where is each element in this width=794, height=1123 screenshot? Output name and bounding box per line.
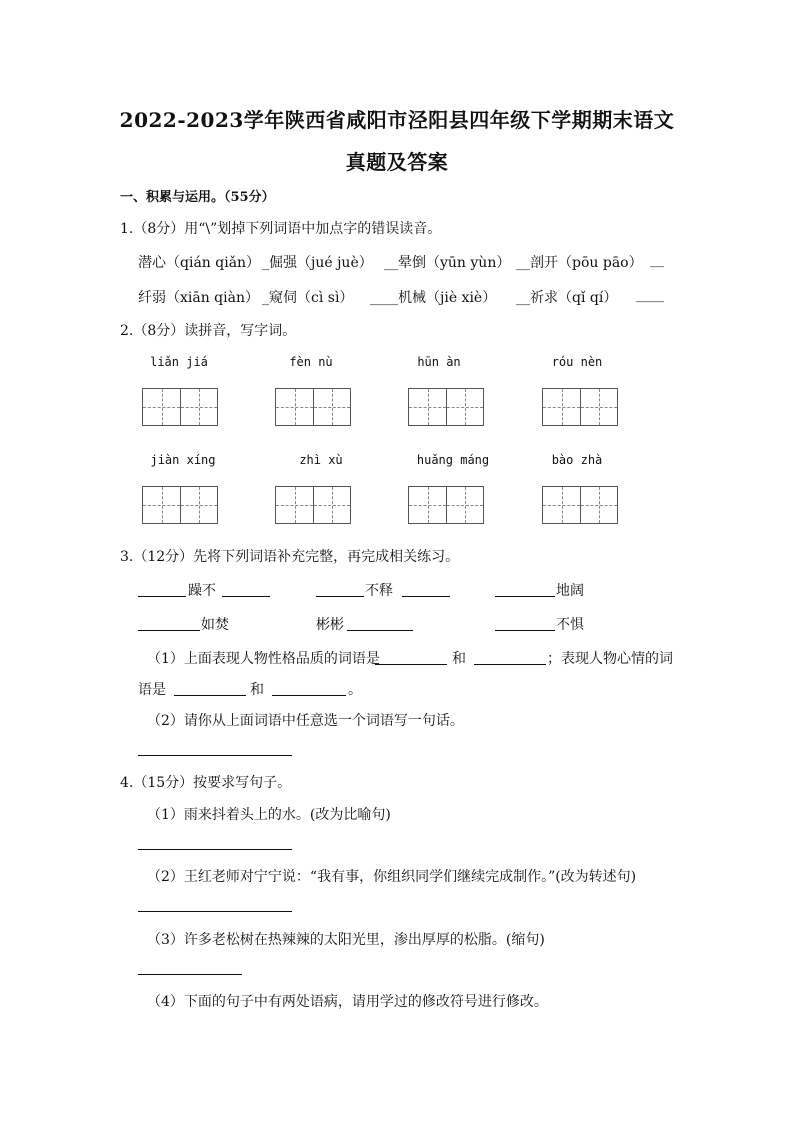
fill-blank[interactable] [272,695,346,696]
fill-blank[interactable] [474,664,546,665]
writing-grid[interactable] [542,388,618,426]
idiom-fragment: 不释 [365,583,393,599]
fill-blank[interactable] [174,695,246,696]
q3-sub1: （1）上面表现人物性格品质的词语是 [147,651,380,667]
answer-line[interactable] [138,911,292,912]
pinyin-label: zhì xù [299,453,343,467]
q3-sub1-cont: ；表现人物心情的词 [547,651,673,667]
q3-and: 和 [250,682,264,698]
q3-period: 。 [348,682,362,698]
writing-grid[interactable] [275,486,351,524]
pinyin-label: jiàn xíng [150,453,216,467]
q4-sub1: （1）雨来抖着头上的水。(改为比喻句) [147,807,391,823]
fill-blank[interactable] [222,596,270,597]
fill-blank[interactable] [138,596,186,597]
q1-item: 潜心（qián qiǎn） [138,255,261,271]
q1-item: _窥伺（cì sì） [262,290,354,306]
writing-grid[interactable] [542,486,618,524]
idiom-fragment: 地阔 [556,583,584,599]
pinyin-label: hūn àn [417,355,461,369]
pinyin-label: bào zhà [551,453,603,467]
section-heading: 一、积累与运用。（55分） [120,190,275,205]
q1-item: 纤弱（xiān qiàn） [138,290,259,306]
q4-sub3: （3）许多老松树在热辣辣的太阳光里，渗出厚厚的松脂。(缩句) [147,932,545,948]
writing-grid[interactable] [408,388,484,426]
q3-sub1-cont2: 语是 [138,682,166,698]
q1-item: __晕倒（yūn yùn） [384,255,511,271]
pinyin-label: huǎng máng [416,453,490,467]
q2-label: 2.（8分）读拼音，写字词。 [120,323,297,339]
writing-grid[interactable] [275,388,351,426]
writing-grid[interactable] [408,486,484,524]
idiom-fragment: 躁不 [188,583,216,599]
paper-title-line1: 2022-2023学年陕西省咸阳市泾阳县四年级下学期期末语文 [119,108,675,132]
q3-sub2: （2）请你从上面词语中任意选一个词语写一句话。 [147,713,464,729]
idiom-fragment: 彬彬 [316,617,344,633]
answer-line[interactable] [138,974,242,975]
answer-line[interactable] [138,755,292,756]
q3-and: 和 [452,651,466,667]
idiom-fragment: 如焚 [201,617,229,633]
fill-blank[interactable] [495,596,555,597]
q4-label: 4.（15分）按要求写句子。 [120,775,292,791]
fill-blank[interactable] [138,630,200,631]
pinyin-label: liǎn jiá [150,355,208,369]
q1-item: _倔强（jué juè） [262,255,373,271]
q1-blank: ____ [636,287,664,303]
q1-label: 1.（8分）用“\”划掉下列词语中加点字的错误读音。 [120,221,442,237]
fill-blank[interactable] [402,596,450,597]
pinyin-label: róu nèn [551,355,603,369]
q4-sub2: （2）王红老师对宁宁说：“我有事，你组织同学们继续完成制作。”(改为转述句) [147,869,637,885]
fill-blank[interactable] [316,596,364,597]
fill-blank[interactable] [495,630,555,631]
q1-item: __剖开（pōu pāo） [516,255,643,271]
q1-blank: __ [650,252,664,268]
idiom-fragment: 不惧 [556,617,584,633]
q3-label: 3.（12分）先将下列词语补充完整，再完成相关练习。 [120,549,460,565]
pinyin-label: fèn nù [289,355,333,369]
answer-line[interactable] [138,849,292,850]
q1-item: ____机械（jiè xiè） [370,290,497,306]
writing-grid[interactable] [142,388,218,426]
fill-blank[interactable] [347,630,413,631]
paper-title-line2: 真题及答案 [345,150,449,174]
q4-sub4: （4）下面的句子中有两处语病，请用学过的修改符号进行修改。 [147,994,548,1010]
fill-blank[interactable] [375,664,447,665]
q1-item: __祈求（qǐ qí） [516,290,618,306]
writing-grid[interactable] [142,486,218,524]
